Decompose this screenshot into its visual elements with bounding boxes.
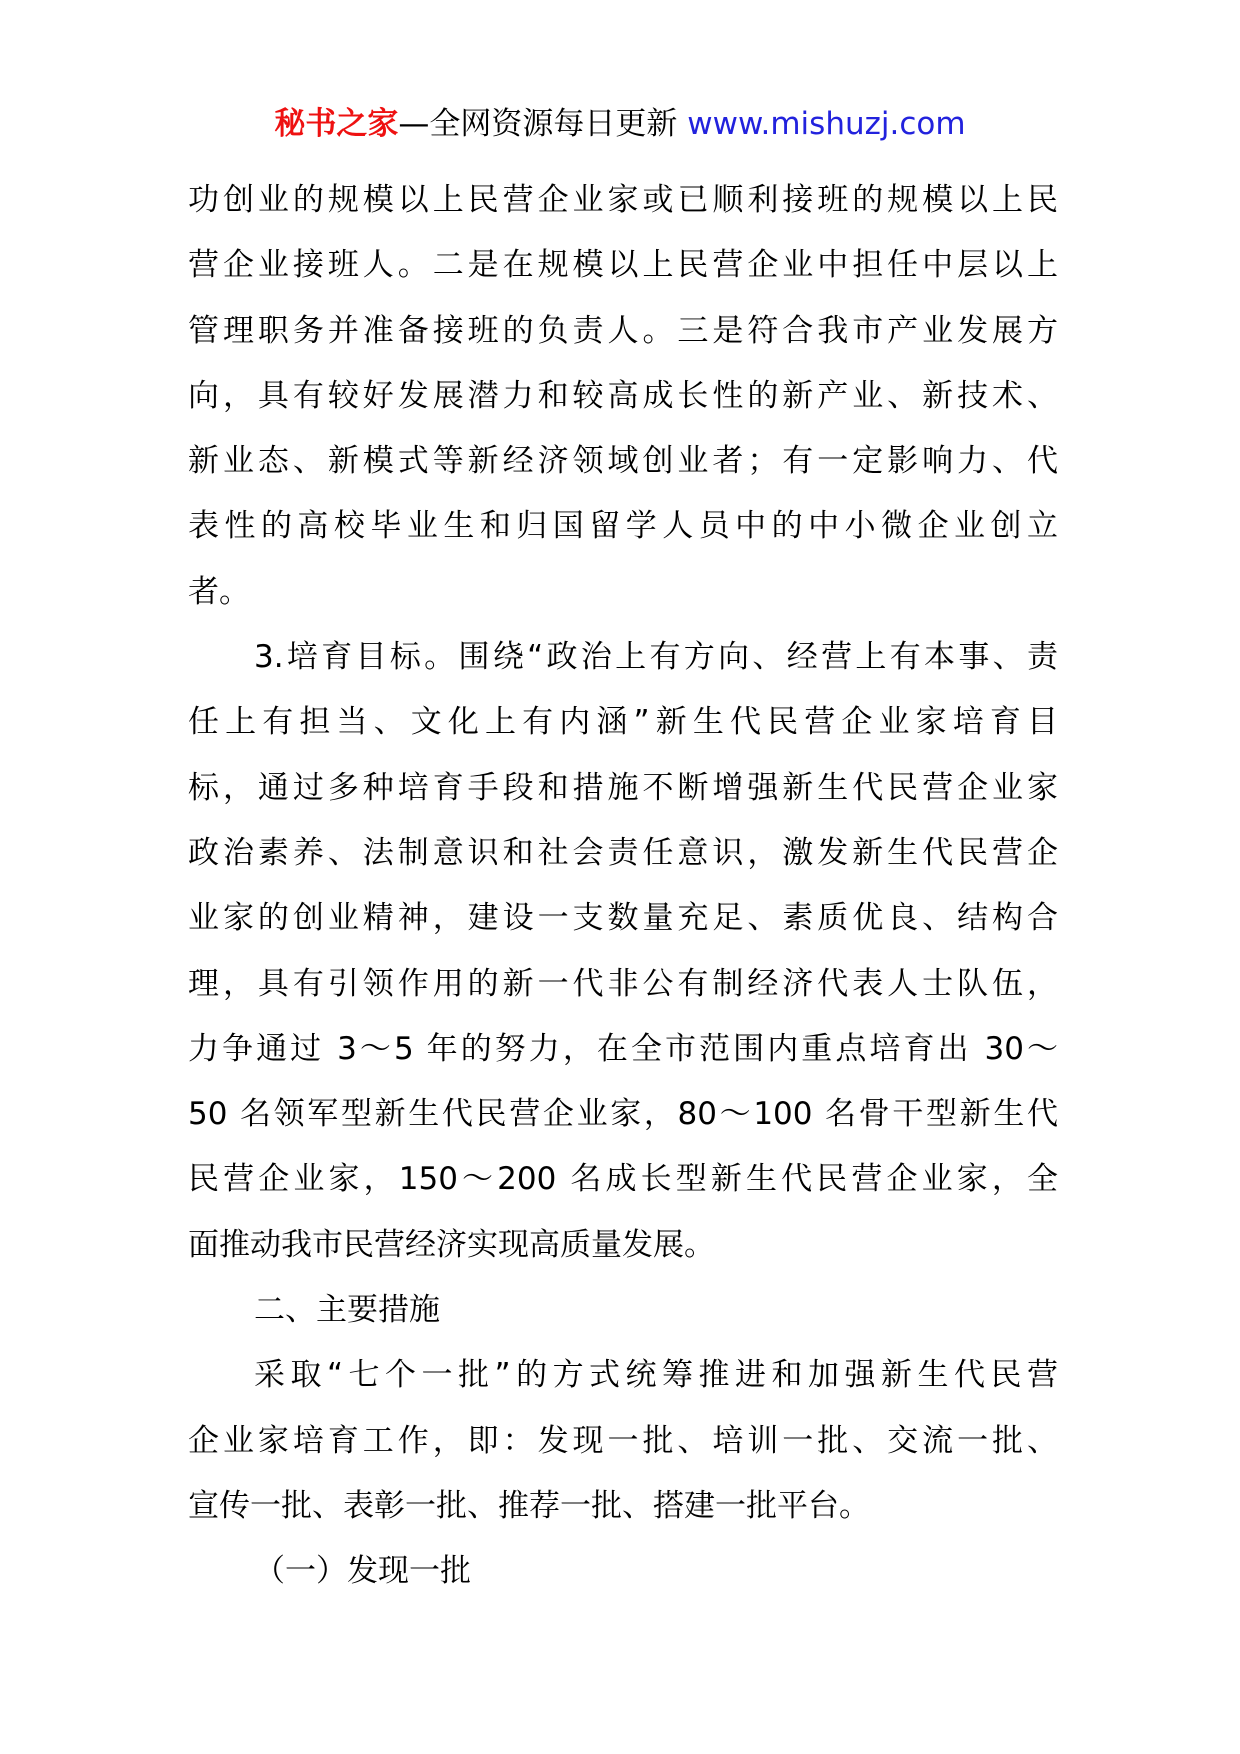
text-line: 50 名领军型新生代民营企业家，80～100 名骨干型新生代 [188,1096,1058,1133]
text-line: 功创业的规模以上民营企业家或已顺利接班的规模以上民 [188,182,1058,218]
text-line: 业家的创业精神，建设一支数量充足、素质优良、结构合 [188,900,1058,937]
document-body [188,168,1058,1605]
header-url-link[interactable]: www.mishuzj.com [687,106,966,142]
text-line: 任上有担当、文化上有内涵”新生代民营企业家培育目 [188,704,1058,741]
section-heading: 二、主要措施 [254,1292,440,1329]
text-line: 企业家培育工作，即：发现一批、培训一批、交流一批、 [188,1422,1058,1459]
text-line: 面推动我市民营经济实现高质量发展。 [188,1226,715,1263]
text-line: 力争通过 3～5 年的努力，在全市范围内重点培育出 30～ [188,1030,1058,1067]
text-line: 表性的高校毕业生和归国留学人员中的中小微企业创立 [188,508,1058,545]
text-line: 标，通过多种培育手段和措施不断增强新生代民营企业家 [188,769,1058,806]
subsection-heading: （一）发现一批 [254,1553,471,1590]
text-line: 新业态、新模式等新经济领域创业者；有一定影响力、代 [188,443,1058,480]
text-line: 者。 [188,573,250,610]
text-line: 营企业接班人。二是在规模以上民营企业中担任中层以上 [188,247,1058,284]
text-line: 宣传一批、表彰一批、推荐一批、搭建一批平台。 [188,1487,870,1524]
text-line: 向，具有较好发展潜力和较高成长性的新产业、新技术、 [188,377,1058,414]
text-line: 3.培育目标。围绕“政治上有方向、经营上有本事、责 [254,639,1058,676]
brand-name: 秘书之家 [274,106,399,142]
page-header [0,102,1240,146]
text-line: 采取“七个一批”的方式统筹推进和加强新生代民营 [254,1357,1058,1394]
header-tagline: —全网资源每日更新 [398,106,678,142]
text-line: 民营企业家，150～200 名成长型新生代民营企业家，全 [188,1161,1058,1198]
text-line: 管理职务并准备接班的负责人。三是符合我市产业发展方 [188,312,1058,349]
text-line: 政治素养、法制意识和社会责任意识，激发新生代民营企 [188,834,1058,871]
text-line: 理，具有引领作用的新一代非公有制经济代表人士队伍， [188,965,1058,1002]
